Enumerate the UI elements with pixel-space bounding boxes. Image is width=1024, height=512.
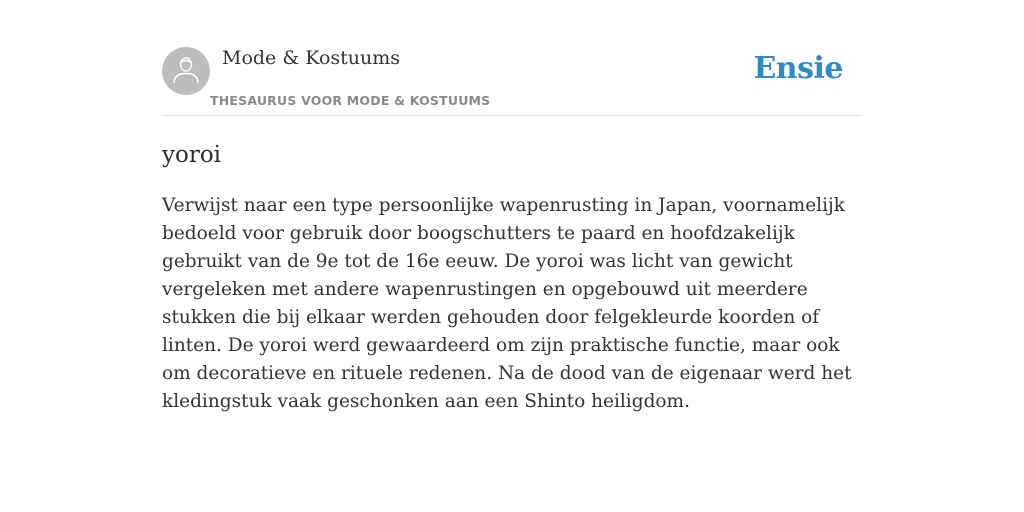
- user-silhouette-icon: [172, 54, 200, 89]
- header: [162, 0, 862, 116]
- entry-term: yoroi: [162, 142, 222, 168]
- brand-logo[interactable]: Ensie: [753, 51, 843, 86]
- page-container: [162, 0, 862, 412]
- site-title[interactable]: Mode & Kostuums: [222, 47, 401, 69]
- avatar[interactable]: [162, 47, 210, 95]
- entry-definition: Verwijst naar een type persoonlijke wapenrusting in Japan, voornamelijk bedoeld voor gebruik door boogschutters te paard en hoofdzakelijk gebruikt van de 9e tot de 16e eeuw. De yoroi was licht van gewicht vergeleken met andere wapenrustingen en opgebouwd uit meerdere stukken die bij elkaar werden gehouden door felgekleurde koorden of linten. De yoroi werd gewaardeerd om zijn praktische functie, maar ook om decoratieve en rituele redenen. Na de dood van de eigenaar werd het kledingstuk vaak geschonken aan een Shinto heiligdom.: [162, 195, 852, 412]
- site-subtitle: THESAURUS VOOR MODE & KOSTUUMS: [210, 93, 491, 108]
